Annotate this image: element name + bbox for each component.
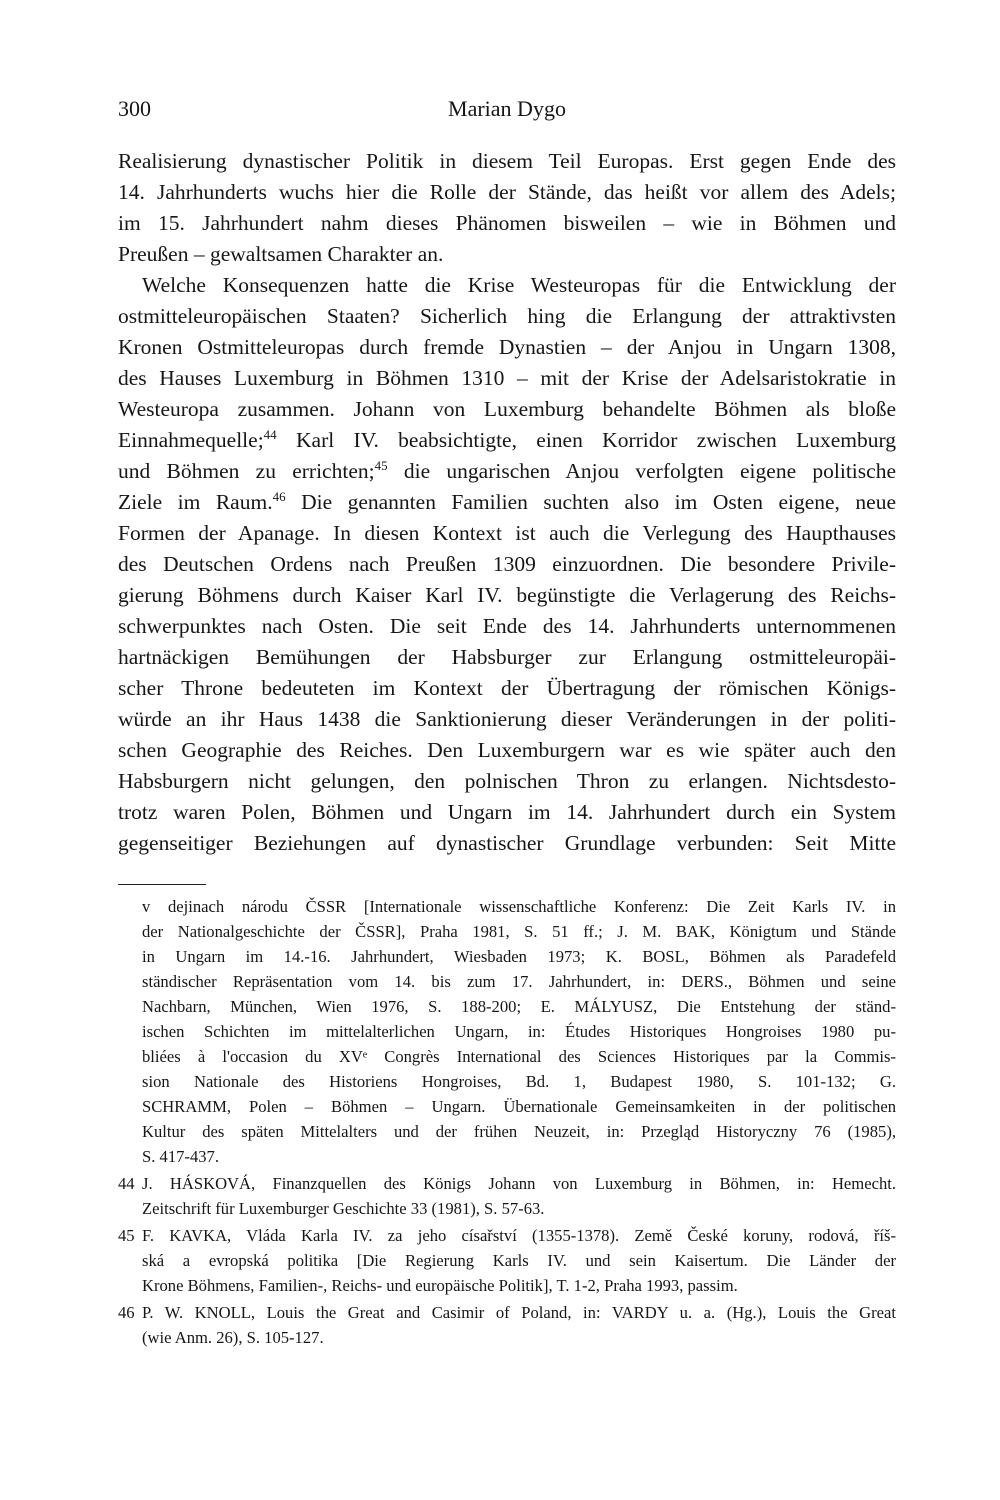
footnote-line: J. HÁSKOVÁ, Finanzquellen des Königs Johann von Luxemburg in Böhmen, in: Hemecht. xyxy=(142,1174,896,1193)
footnote-44 xyxy=(118,1171,896,1221)
footnote-continuation xyxy=(118,894,896,1169)
footnote-line: v dejinach národu ČSSR [Internationale wissenschaftliche Konferenz: Die Zeit Karls IV. in xyxy=(142,897,896,916)
body-line: Kronen Ostmitteleuropas durch fremde Dynastien – der Anjou in Ungarn 1308, xyxy=(118,335,896,359)
body-line: Westeuropa zusammen. Johann von Luxemburg behandelte Böhmen als bloße xyxy=(118,397,896,421)
body-line: im 15. Jahrhundert nahm dieses Phänomen bisweilen – wie in Böhmen und xyxy=(118,211,896,235)
body-line: ostmitteleuropäischen Staaten? Sicherlich hing die Erlangung der attraktivsten xyxy=(118,304,896,328)
body-line: Formen der Apanage. In diesen Kontext ist auch die Verlegung des Haupthauses xyxy=(118,521,896,545)
footnote-line: F. KAVKA, Vláda Karla IV. za jeho císařství (1355-1378). Země České koruny, rodová, říš- xyxy=(142,1226,896,1245)
footnote-46 xyxy=(118,1300,896,1350)
body-line: Realisierung dynastischer Politik in diesem Teil Europas. Erst gegen Ende des xyxy=(118,149,896,173)
footnote-line: Zeitschrift für Luxemburger Geschichte 33 (1981), S. 57-63. xyxy=(142,1199,545,1218)
body-line: hartnäckigen Bemühungen der Habsburger zur Erlangung ostmitteleuropäi- xyxy=(118,645,896,669)
footnote-line: ská a evropská politika [Die Regierung Karls IV. und sein Kaisertum. Die Länder der xyxy=(142,1251,896,1270)
footnote-line: Krone Böhmens, Familien-, Reichs- und europäische Politik], T. 1-2, Praha 1993, passim. xyxy=(142,1276,738,1295)
running-head: Marian Dygo xyxy=(448,96,566,121)
footnote-separator xyxy=(118,884,206,885)
body-line: des Hauses Luxemburg in Böhmen 1310 – mit der Krise der Adelsaristokratie in xyxy=(118,366,896,390)
body-line: würde an ihr Haus 1438 die Sanktionierung dieser Veränderungen in der politi- xyxy=(118,707,896,731)
body-line: schen Geographie des Reiches. Den Luxemburgern war es wie später auch den xyxy=(118,738,896,762)
footnote-ref-44: 44 xyxy=(263,426,277,442)
body-line: trotz waren Polen, Böhmen und Ungarn im 14. Jahrhundert durch ein System xyxy=(118,800,896,824)
body-text-segment: Die genannten Familien suchten also im Osten eigene, neue xyxy=(285,490,896,514)
body-text-segment: die ungarischen Anjou verfolgten eigene politische xyxy=(387,459,896,483)
body-line: Habsburgern nicht gelungen, den polnischen Thron zu erlangen. Nichtsdesto- xyxy=(118,769,896,793)
page-header xyxy=(118,96,896,130)
footnote-ref-46: 46 xyxy=(272,488,286,504)
body-line: scher Throne bedeuteten im Kontext der Übertragung der römischen Königs- xyxy=(118,676,896,700)
body-line xyxy=(118,487,896,518)
footnote-ref-45: 45 xyxy=(374,457,388,473)
body-line: schwerpunktes nach Osten. Die seit Ende des 14. Jahrhunderts unternommenen xyxy=(118,614,896,638)
body-line: gegenseitiger Beziehungen auf dynastischer Grundlage verbunden: Seit Mitte xyxy=(118,831,896,855)
body-text-segment: Ziele im Raum. xyxy=(118,490,273,514)
footnotes xyxy=(118,894,896,1350)
body-text xyxy=(118,146,896,859)
footnote-number: 46 xyxy=(118,1303,135,1322)
body-line: gierung Böhmens durch Kaiser Karl IV. begünstigte die Verlagerung des Reichs- xyxy=(118,583,896,607)
body-line: 14. Jahrhunderts wuchs hier die Rolle der Stände, das heißt vor allem des Adels; xyxy=(118,180,896,204)
footnote-line: ischen Schichten im mittelalterlichen Ungarn, in: Études Historiques Hongroises 1980 pu- xyxy=(142,1022,896,1041)
body-text-segment: Einnahmequelle; xyxy=(118,428,264,452)
footnote-line: S. 417-437. xyxy=(142,1147,219,1166)
body-line: Welche Konsequenzen hatte die Krise Westeuropas für die Entwicklung der xyxy=(142,273,896,297)
footnote-line: sion Nationale des Historiens Hongroises, Bd. 1, Budapest 1980, S. 101-132; G. xyxy=(142,1072,896,1091)
footnote-45 xyxy=(118,1223,896,1298)
body-line xyxy=(118,425,896,456)
footnote-line: ständischer Repräsentation vom 14. bis zum 17. Jahrhundert, in: DERS., Böhmen und seine xyxy=(142,972,896,991)
body-text-segment: Karl IV. beabsichtigte, einen Korridor zwischen Luxemburg xyxy=(276,428,896,452)
body-text-segment: und Böhmen zu errichten; xyxy=(118,459,375,483)
page-number: 300 xyxy=(118,96,151,121)
body-line xyxy=(118,456,896,487)
footnote-line: der Nationalgeschichte der ČSSR], Praha 1981, S. 51 ff.; J. M. BAK, Königtum und Stände xyxy=(142,922,896,941)
footnote-line: Kultur des späten Mittelalters und der frühen Neuzeit, in: Przegląd Historyczny 76 (1985), xyxy=(142,1122,896,1141)
footnote-line: SCHRAMM, Polen – Böhmen – Ungarn. Übernationale Gemeinsamkeiten in der politischen xyxy=(142,1097,896,1116)
footnote-line: Nachbarn, München, Wien 1976, S. 188-200; E. MÁLYUSZ, Die Entstehung der ständ- xyxy=(142,997,896,1016)
footnote-number: 44 xyxy=(118,1174,135,1193)
footnote-line: bliées à l'occasion du XVᵉ Congrès International des Sciences Historiques par la Commis- xyxy=(142,1047,896,1066)
footnote-number: 45 xyxy=(118,1226,135,1245)
footnote-line: in Ungarn im 14.-16. Jahrhundert, Wiesbaden 1973; K. BOSL, Böhmen als Paradefeld xyxy=(142,947,896,966)
footnote-line: P. W. KNOLL, Louis the Great and Casimir of Poland, in: VARDY u. a. (Hg.), Louis the Great xyxy=(142,1303,896,1322)
body-line: des Deutschen Ordens nach Preußen 1309 einzuordnen. Die besondere Privile- xyxy=(118,552,896,576)
body-line: Preußen – gewaltsamen Charakter an. xyxy=(118,242,444,266)
footnote-line: (wie Anm. 26), S. 105-127. xyxy=(142,1328,324,1347)
